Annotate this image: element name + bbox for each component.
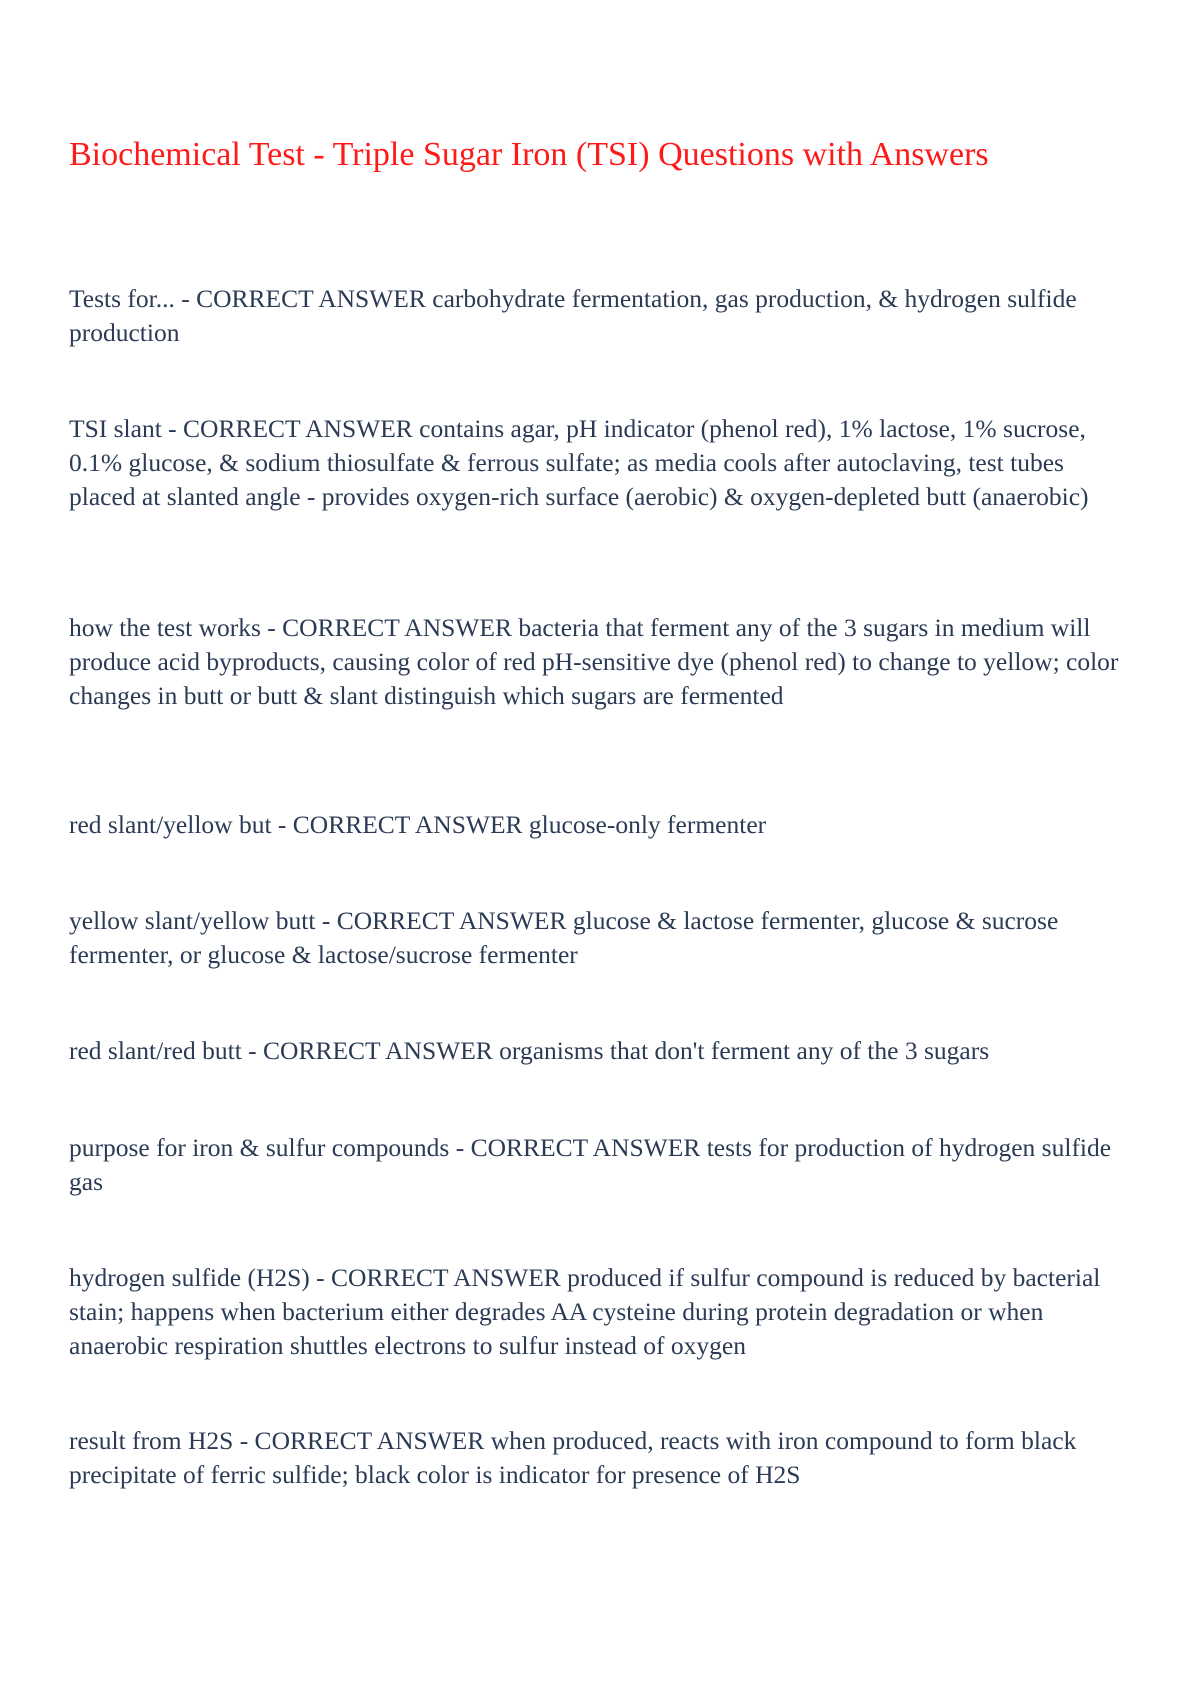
- qa-item-yellow-slant-yellow-butt: yellow slant/yellow butt - CORRECT ANSWER glucose & lactose fermenter, glucose & sucrose fermenter, or glucose & lactose/sucrose fermenter: [69, 906, 1059, 969]
- qa-item-how-test-works: how the test works - CORRECT ANSWER bacteria that ferment any of the 3 sugars in medium will produce acid byproducts, causing color of red pH-sensitive dye (phenol red) to change to yellow; color changes in butt or butt & slant distinguish which sugars are fermented: [69, 613, 1119, 710]
- qa-item-tsi-slant: TSI slant - CORRECT ANSWER contains agar, pH indicator (phenol red), 1% lactose, 1% sucrose, 0.1% glucose, & sodium thiosulfate & ferrous sulfate; as media cools after autoclaving, test tubes placed at slanted angle - provides oxygen-rich surface (aerobic) & oxygen-depleted butt (anaerobic): [69, 414, 1089, 511]
- qa-item-red-slant-yellow-butt: red slant/yellow but - CORRECT ANSWER glucose-only fermenter: [69, 810, 767, 839]
- qa-item-red-slant-red-butt: red slant/red butt - CORRECT ANSWER organisms that don't ferment any of the 3 sugars: [69, 1036, 990, 1065]
- qa-item-hydrogen-sulfide: hydrogen sulfide (H2S) - CORRECT ANSWER produced if sulfur compound is reduced by bacterial stain; happens when bacterium either degrades AA cysteine during protein degradation or when anaerobic respiration shuttles electrons to sulfur instead of oxygen: [69, 1263, 1101, 1360]
- page-title: Biochemical Test - Triple Sugar Iron (TSI) Questions with Answers: [69, 136, 989, 173]
- qa-item-iron-sulfur-purpose: purpose for iron & sulfur compounds - CORRECT ANSWER tests for production of hydrogen sulfide gas: [69, 1133, 1112, 1196]
- qa-item-result-from-h2s: result from H2S - CORRECT ANSWER when produced, reacts with iron compound to form black precipitate of ferric sulfide; black color is indicator for presence of H2S: [69, 1426, 1077, 1489]
- qa-item-tests-for: Tests for... - CORRECT ANSWER carbohydrate fermentation, gas production, & hydrogen sulfide production: [69, 284, 1077, 347]
